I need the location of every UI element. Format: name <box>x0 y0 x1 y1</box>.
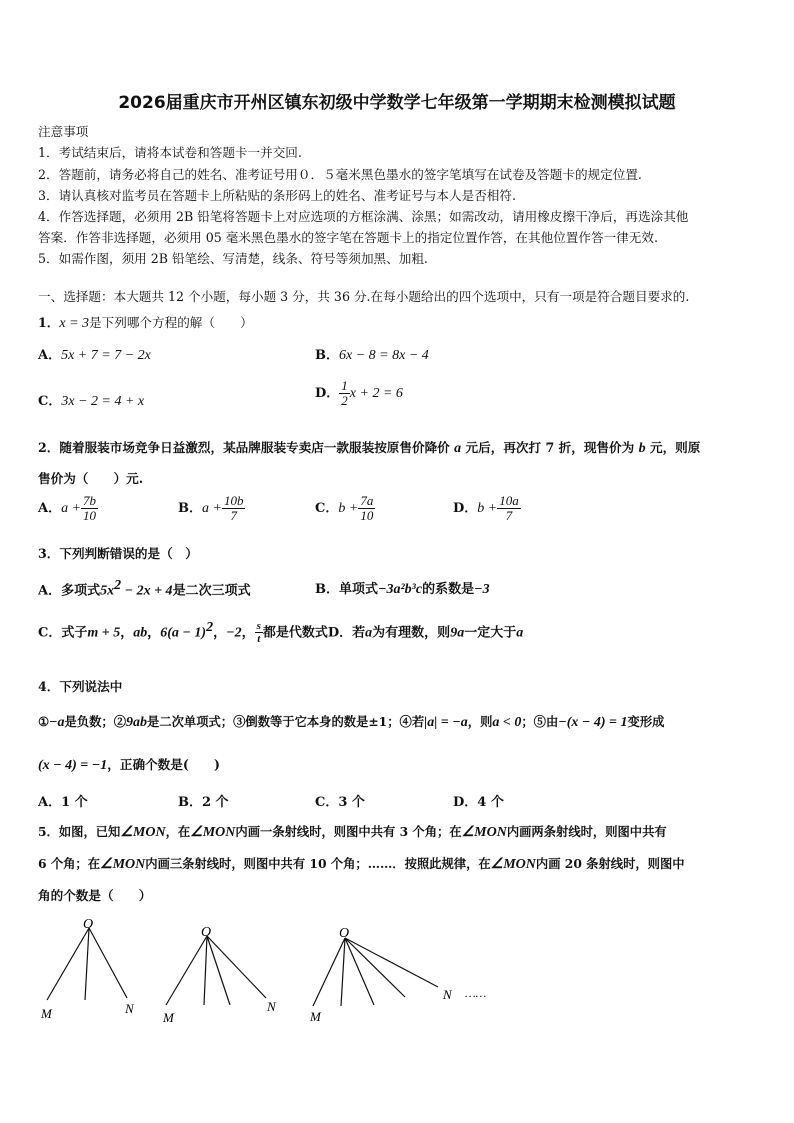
q2-c-den: 10 <box>360 508 374 523</box>
figure-1-rays <box>47 928 127 1000</box>
q2-a-num: 7b <box>83 493 97 508</box>
q2-text-a: 2．随着服装市场竞争日益激烈，某品牌服装专卖店一款服装按原售价降价 <box>38 440 455 455</box>
ray-om-2 <box>166 936 207 1005</box>
q3-d-a2: a <box>516 625 524 641</box>
q5-m1: ∠MON <box>120 825 166 840</box>
q3-d-text1: 为有理数，则 <box>372 625 451 641</box>
q4-m5: −(x − 4) = 1 <box>558 715 628 730</box>
question-4-line-1 <box>38 712 664 731</box>
q3-c-ab: ab <box>133 625 148 641</box>
q3-c-text: 都是代数式 <box>262 625 328 641</box>
q3-d-a: a <box>365 625 373 641</box>
note-item-1: 1．考试结束后，请将本试卷和答题卡一并交回. <box>38 145 302 160</box>
q3-d-9a: 9a <box>450 625 465 641</box>
q3-b-text: 的系数是 <box>422 582 475 597</box>
q3-c-den: t <box>257 633 261 646</box>
q2-b-pre: a + <box>202 501 222 516</box>
ray-on-1 <box>89 928 127 998</box>
label-n-3: N <box>443 987 452 1002</box>
q1-d-num: 1 <box>341 378 348 393</box>
q5-m2: ∠MON <box>190 825 236 840</box>
q3-option-c-d <box>38 620 523 645</box>
q5-t6: 内画三条射线时，则图中共有 10 个角；……．按照此规律，在 <box>145 856 491 871</box>
q1-c-math: 3x − 2 = 4 + x <box>61 394 145 409</box>
q1-option-d <box>315 379 403 408</box>
q2-c-pre: b + <box>338 501 359 516</box>
q2-var-a: a <box>454 441 462 456</box>
note-item-3: 3．请认真核对监考员在答题卡上所粘贴的条形码上的姓名、准考证号与本人是否相符. <box>38 188 516 203</box>
label-o-3: O <box>339 926 350 941</box>
q3-option-a <box>38 578 251 599</box>
q1-option-a <box>38 344 151 364</box>
q4-t4: ，则 <box>467 714 493 729</box>
ray-mid-3b <box>345 938 374 1005</box>
q4-m3: |a| = −a <box>424 715 468 730</box>
question-1-stem <box>38 312 253 332</box>
q4-m4: a < 0 <box>492 715 522 730</box>
q3-d-text2: 一定大于 <box>464 625 517 641</box>
q3-a-sup: 2 <box>114 578 122 593</box>
note-item-4-cont: 答案．作答非选择题，必须用 05 毫米黑色墨水的签字笔在答题卡上的指定位置作答，在其他位置作答一律无效. <box>38 230 658 245</box>
q2-d-pre: b + <box>477 501 498 516</box>
q2-c-label: C． <box>315 501 339 516</box>
q2-a-pre: a + <box>61 501 82 516</box>
question-5-line-1 <box>38 822 667 841</box>
label-o-1: O <box>83 917 94 932</box>
q4-m1: −a <box>49 715 65 730</box>
q3-c-sup: 2 <box>206 620 214 635</box>
ray-mid-3c <box>345 938 405 997</box>
q2-b-num: 10b <box>223 493 244 508</box>
q4-l2-text: ，正确个数是( ) <box>107 757 220 772</box>
q1-number: 1． <box>38 315 60 330</box>
q3-b-label: B．单项式 <box>315 582 378 597</box>
q3-a-math-post: − 2x + 4 <box>121 583 173 599</box>
q2-b-fraction <box>222 494 246 523</box>
q5-figure <box>0 908 794 1048</box>
q2-c-num: 7a <box>360 493 374 508</box>
question-2-line-1 <box>38 437 700 457</box>
section-heading: 一、选择题：本大题共 12 个小题，每小题 3 分，共 36 分.在每小题给出的四个选项中，只有一项是符合题目要求的. <box>38 289 690 304</box>
label-n-2: N <box>267 999 276 1014</box>
q3-c-sep: ， <box>147 625 161 641</box>
label-n-1: N <box>125 1001 134 1016</box>
q3-d-label: D．若 <box>327 625 366 641</box>
q2-d-den: 7 <box>505 508 513 523</box>
q1-d-fraction <box>339 379 350 408</box>
q3-a-math-pre: 5x <box>100 583 115 599</box>
ray-on-3 <box>345 938 438 987</box>
page-title: 2026届重庆市开州区镇东初级中学数学七年级第一学期期末检测模拟试题 <box>118 93 676 113</box>
ray-om-3 <box>313 938 345 1006</box>
q3-c-num: s <box>256 620 261 633</box>
q3-c-label: C．式子 <box>38 625 88 641</box>
label-m-2: M <box>163 1010 174 1025</box>
q2-a-den: 10 <box>83 508 97 523</box>
q2-d-label: D． <box>453 501 478 516</box>
q2-b-label: B． <box>178 501 202 516</box>
question-3-stem: 3．下列判断错误的是（ ） <box>38 546 198 561</box>
figure-3-rays <box>313 938 438 1006</box>
notes-heading: 注意事项 <box>38 124 89 139</box>
q3-c-neg: −2 <box>226 625 242 641</box>
q1-d-rest: x + 2 = 6 <box>349 386 403 401</box>
ray-mid-2a <box>204 936 207 1005</box>
label-m-3: M <box>310 1009 321 1024</box>
q5-t5: 6 个角；在 <box>38 856 101 871</box>
q1-b-math: 6x − 8 = 8x − 4 <box>339 348 429 363</box>
q2-c-fraction <box>358 494 375 523</box>
q1-stem-math: x = 3 <box>59 316 90 331</box>
label-m-1: M <box>41 1006 52 1021</box>
q3-a-label: A．多项式 <box>38 583 101 599</box>
q4-option-d: D．4 个 <box>453 795 504 810</box>
question-2-line-2: 售价为（ ）元. <box>38 471 144 486</box>
q4-l2-math: (x − 4) = −1 <box>38 758 108 773</box>
q5-m3: ∠MON <box>461 825 507 840</box>
q4-option-c: C．3 个 <box>315 795 365 810</box>
q2-option-a <box>38 494 98 523</box>
q2-option-b <box>178 494 245 523</box>
q4-t6: 变形成 <box>627 714 665 729</box>
q2-a-fraction <box>81 494 98 523</box>
q2-text-c: 元，则原 <box>645 440 701 455</box>
question-5-line-2 <box>38 854 685 873</box>
q5-t2: ，在 <box>165 824 191 839</box>
q5-t7: 内画 20 条射线时，则图中 <box>535 856 685 871</box>
q2-var-b: b <box>638 441 646 456</box>
q3-a-text: 是二次三项式 <box>172 583 251 599</box>
q3-c-sep: ， <box>241 625 255 641</box>
question-4-stem: 4．下列说法中 <box>38 679 123 694</box>
q3-option-b <box>315 578 490 598</box>
label-o-2: O <box>201 925 212 940</box>
ray-on-2 <box>207 936 266 998</box>
q2-b-den: 7 <box>230 508 237 523</box>
note-item-2: 2．答题前，请务必将自己的姓名、准考证号用０．５毫米黑色墨水的签字笔填写在试卷及答题卡的规定位置. <box>38 167 642 182</box>
ray-mid-1 <box>85 928 89 1000</box>
q3-c-sep: ， <box>213 625 227 641</box>
q1-b-label: B． <box>315 348 339 363</box>
q4-t1: ① <box>38 714 50 729</box>
q4-option-a: A．1 个 <box>38 795 88 810</box>
q1-option-c <box>38 390 144 410</box>
q4-t5: ；⑤由 <box>521 714 559 729</box>
q1-d-label: D． <box>315 386 340 401</box>
q3-b-val: −3 <box>474 582 490 597</box>
note-item-4: 4．作答选择题，必须用 2B 铅笔将答题卡上对应选项的方框涂满、涂黑；如需改动，请用橡皮擦干净后，再选涂其他 <box>38 209 689 224</box>
figure-ellipsis: …… <box>465 986 487 1000</box>
q4-option-b: B．2 个 <box>178 795 229 810</box>
q5-t1: 5．如图，已知 <box>38 824 121 839</box>
q2-d-fraction <box>497 494 521 523</box>
q5-m5: ∠MON <box>490 857 536 872</box>
q3-b-math: −3a²b³c <box>378 582 423 597</box>
q3-c-fraction <box>255 620 263 645</box>
q3-c-expr: 6(a − 1) <box>160 625 207 641</box>
q1-a-math: 5x + 7 = 7 − 2x <box>61 348 151 363</box>
q1-c-label: C． <box>38 394 62 409</box>
q1-a-label: A． <box>38 348 62 363</box>
q5-t4: 内画两条射线时，则图中共有 <box>506 824 667 839</box>
q1-stem-text: 是下列哪个方程的解（ ） <box>89 315 253 330</box>
ray-om-1 <box>47 928 89 1000</box>
q4-t2: 是负数；② <box>64 714 127 729</box>
q2-d-num: 10a <box>499 493 519 508</box>
q1-option-b <box>315 344 429 364</box>
q2-text-b: 元后，再次打 7 折，现售价为 <box>461 440 639 455</box>
question-4-line-2 <box>38 754 220 774</box>
q2-a-label: A． <box>38 501 62 516</box>
q5-m4: ∠MON <box>100 857 146 872</box>
q3-c-sep: ， <box>120 625 134 641</box>
q4-m2: 9ab <box>126 715 148 730</box>
q1-d-den: 2 <box>341 393 348 408</box>
ray-mid-2b <box>207 936 230 1005</box>
q3-c-m: m + 5 <box>87 625 121 641</box>
note-item-5: 5．如需作图，须用 2B 铅笔绘、写清楚，线条、符号等须加黑、加粗. <box>38 251 428 266</box>
q4-t3: 是二次单项式；③倒数等于它本身的数是±1；④若 <box>147 714 425 729</box>
q2-option-d <box>453 494 521 523</box>
question-5-line-3: 角的个数是（ ） <box>38 888 152 903</box>
ray-mid-3a <box>341 938 345 1006</box>
q5-t3: 内画一条射线时，则图中共有 3 个角；在 <box>235 824 462 839</box>
figure-2-rays <box>166 936 266 1005</box>
q2-option-c <box>315 494 375 523</box>
